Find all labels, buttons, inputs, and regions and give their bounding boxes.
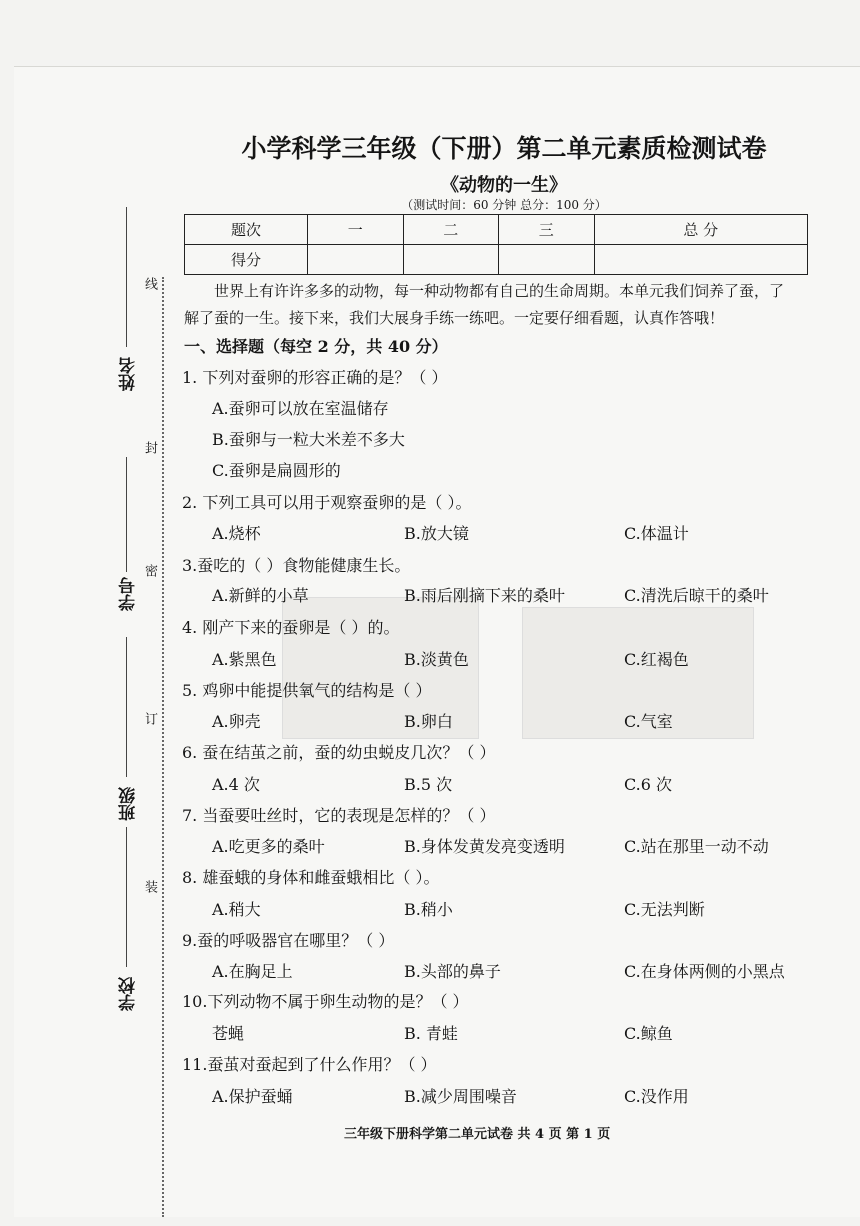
option-3a[interactable]: A.新鲜的小草 (212, 586, 309, 605)
option-2c[interactable]: C.体温计 (624, 524, 689, 543)
question-6: 6. 蚕在结茧之前，蚕的幼虫蜕皮几次？（ ） (182, 743, 496, 762)
option-5a[interactable]: A.卵壳 (212, 712, 261, 731)
question-5: 5. 鸡卵中能提供氧气的结构是（ ） (182, 681, 432, 700)
score-table-cell: 总 分 (594, 215, 807, 245)
score-table (184, 214, 808, 275)
option-2a[interactable]: A.烧杯 (212, 524, 261, 543)
question-10: 10.下列动物不属于卵生动物的是？（ ） (182, 992, 469, 1011)
question-4: 4. 刚产下来的蚕卵是（ ）的。 (182, 618, 400, 637)
option-1c[interactable]: C.蚕卵是扁圆形的 (212, 461, 341, 480)
question-3: 3.蚕吃的（ ）食物能健康生长。 (182, 556, 411, 575)
option-7b[interactable]: B.身体发黄发亮变透明 (404, 837, 565, 856)
binding-margin (14, 67, 174, 1217)
class-blank (126, 637, 127, 777)
option-1a[interactable]: A.蚕卵可以放在室温储存 (212, 399, 389, 418)
option-6b[interactable]: B.5 次 (404, 775, 453, 794)
section-heading: 一、选择题（每空 2 分，共 40 分） (184, 337, 448, 356)
score-table-score-row (185, 245, 808, 275)
option-7c[interactable]: C.站在那里一动不动 (624, 837, 769, 856)
seal-mark-bind: 订 (142, 712, 157, 725)
question-2: 2. 下列工具可以用于观察蚕卵的是（ ）。 (182, 493, 472, 512)
option-5b[interactable]: B.卵白 (404, 712, 453, 731)
option-4b[interactable]: B.淡黄色 (404, 650, 469, 669)
option-8a[interactable]: A.稍大 (212, 900, 261, 919)
option-3b[interactable]: B.雨后刚摘下来的桑叶 (404, 586, 565, 605)
option-3c[interactable]: C.清洗后晾干的桑叶 (624, 586, 769, 605)
score-table-cell: 三 (499, 215, 595, 245)
question-7: 7. 当蚕要吐丝时，它的表现是怎样的？（ ） (182, 806, 496, 825)
option-8c[interactable]: C.无法判断 (624, 900, 705, 919)
option-11a[interactable]: A.保护蚕蛹 (212, 1087, 293, 1106)
class-field-label: 班级 (119, 787, 139, 821)
score-table-cell: 得分 (185, 245, 308, 275)
seal-mark-secret: 密 (142, 564, 157, 577)
score-table-cell: 题次 (185, 215, 308, 245)
score-table-header-row (185, 215, 808, 245)
option-5c[interactable]: C.气室 (624, 712, 673, 731)
option-7a[interactable]: A.吃更多的桑叶 (212, 837, 325, 856)
name-field-label: 姓名 (119, 357, 139, 391)
score-table-blank-cell[interactable] (594, 245, 807, 275)
exam-title: 小学科学三年级（下册）第二单元素质检测试卷 (241, 134, 767, 163)
option-6c[interactable]: C.6 次 (624, 775, 673, 794)
score-table-blank-cell[interactable] (403, 245, 499, 275)
exam-subtitle: 《动物的一生》 (441, 175, 567, 196)
score-table-blank-cell[interactable] (499, 245, 595, 275)
option-8b[interactable]: B.稍小 (404, 900, 453, 919)
option-4a[interactable]: A.紫黑色 (212, 650, 277, 669)
exam-meta: （测试时间：60 分钟 总分：100 分） (401, 198, 607, 212)
option-2b[interactable]: B.放大镜 (404, 524, 469, 543)
option-9b[interactable]: B.头部的鼻子 (404, 962, 501, 981)
option-9c[interactable]: C.在身体两侧的小黑点 (624, 962, 785, 981)
exam-page (14, 66, 860, 1217)
option-1b[interactable]: B.蚕卵与一粒大米差不多大 (212, 430, 405, 449)
question-11: 11.蚕茧对蚕起到了什么作用？（ ） (182, 1055, 437, 1074)
option-9a[interactable]: A.在胸足上 (212, 962, 293, 981)
school-field-label: 学校 (119, 977, 139, 1011)
name-blank (126, 207, 127, 347)
score-table-blank-cell[interactable] (308, 245, 404, 275)
school-blank (126, 827, 127, 967)
seal-mark-line: 线 (142, 277, 157, 290)
score-table-cell: 一 (308, 215, 404, 245)
seal-mark-mount: 装 (142, 880, 157, 893)
score-table-cell: 二 (403, 215, 499, 245)
option-10c[interactable]: C.鲸鱼 (624, 1024, 673, 1043)
student-id-field-label: 学号 (119, 577, 139, 611)
option-10b[interactable]: B. 青蛙 (404, 1024, 458, 1043)
page-footer: 三年级下册科学第二单元试卷 共 4 页 第 1 页 (344, 1127, 611, 1142)
question-8: 8. 雄蚕蛾的身体和雌蚕蛾相比（ ）。 (182, 868, 440, 887)
option-6a[interactable]: A.4 次 (212, 775, 260, 794)
student-id-blank (126, 457, 127, 572)
option-11c[interactable]: C.没作用 (624, 1087, 689, 1106)
intro-paragraph: 世界上有许许多多的动物，每一种动物都有自己的生命周期。本单元我们饲养了蚕，了解了蚕的一生。接下来，我们大展身手练一练吧。一定要仔细看题，认真作答哦！ (184, 282, 785, 327)
question-9: 9.蚕的呼吸器官在哪里？（ ） (182, 931, 395, 950)
seal-dotted-line (162, 277, 164, 1217)
seal-mark-seal: 封 (142, 441, 157, 454)
option-10a[interactable]: 苍蝇 (212, 1024, 245, 1043)
option-11b[interactable]: B.减少周围噪音 (404, 1087, 517, 1106)
question-1: 1. 下列对蚕卵的形容正确的是？（ ） (182, 368, 448, 387)
option-4c[interactable]: C.红褐色 (624, 650, 689, 669)
